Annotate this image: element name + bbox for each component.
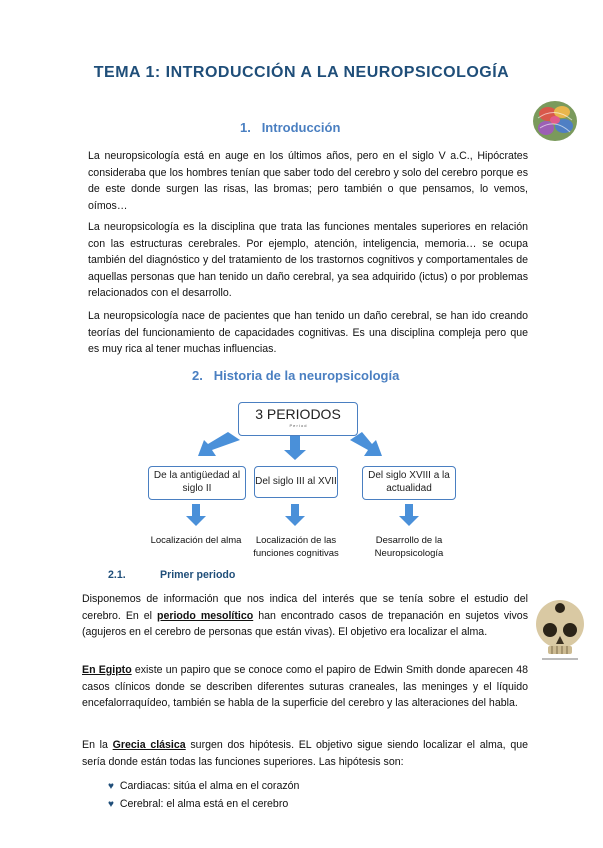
subsection-heading: Primer periodo — [160, 569, 236, 581]
period-box-3: Del siglo XVIII a la actualidad — [362, 466, 456, 500]
brain-image — [530, 98, 580, 144]
bullet-item-2: ♥ Cerebral: el alma está en el cerebro — [108, 798, 289, 810]
arrow-left — [198, 432, 240, 456]
section-heading-introduccion: 1. Introducción — [240, 120, 341, 135]
arrow-center — [284, 436, 306, 460]
bullet-item-1: ♥ Cardiacas: sitúa el alma en el corazón — [108, 780, 300, 792]
page-title: TEMA 1: INTRODUCCIÓN A LA NEUROPSICOLOGÍA — [93, 64, 510, 81]
skull-image — [530, 596, 590, 662]
period-box-1: De la antigüedad al siglo II — [148, 466, 246, 500]
arrow-down-left — [186, 504, 206, 526]
intro-paragraph-1: La neuropsicología está en auge en los últimos años, pero en el siglo V a.C., Hipócrates consideraba que los hombres tenían que saber todo del cerebro y solo del cerebro porque es de este donde surgen las risas, las bromas; pero también o que pensamos, lo vemos, oímos… — [88, 150, 528, 212]
heart-bullet-icon: ♥ — [108, 799, 114, 810]
diagram-top-box — [238, 402, 358, 436]
heart-bullet-icon: ♥ — [108, 781, 114, 792]
intro-paragraph-3: La neuropsicología nace de pacientes que han tenido un daño cerebral, se han ido creando teorías del funcionamiento de capacidades cognitivas. Es una disciplina compleja pero que es muy rica al tener muchas influencias. — [88, 310, 528, 356]
arrow-down-center — [285, 504, 305, 526]
paragraph-grecia: En la Grecia clásica surgen dos hipótesis. EL objetivo sigue siendo localizar el alma, que sería donde están todas las funciones superiores. Las hipótesis son: — [82, 739, 528, 768]
section-heading-historia: 2. Historia de la neuropsicología — [192, 368, 400, 383]
outcome-2: Localización de las funciones cognitivas — [253, 535, 339, 559]
arrow-down-right — [399, 504, 419, 526]
intro-paragraph-2: La neuropsicología es la disciplina que trata las funciones mentales superiores en relación con las estructuras cerebrales. Por ejemplo, atención, inteligencia, memoria… se ocupa también del diagnóstico y del tratamiento de los trastornos cognitivos y comportamentales de aquellas personas que han tenido un daño cerebral, ya sea adquirido (ictus) o por problemas relacionados con el desarrollo. — [88, 221, 528, 300]
diagram-top-small: P e r i o d — [289, 423, 307, 428]
periods-diagram — [140, 396, 480, 566]
paragraph-mesolitico: Disponemos de información que nos indica del interés que se tenía sobre el estudio del cerebro. En el periodo mesolítico han encontrado casos de trepanación en sujetos vivos (agujeros en el cerebro de personas que están vivas). El objetivo era localizar el alma. — [82, 593, 528, 639]
diagram-top-label: 3 PERIODOS — [255, 406, 341, 422]
paragraph-egipto: En Egipto existe un papiro que se conoce como el papiro de Edwin Smith donde aparecen 48 casos clínicos donde se describen diferentes suturas craneales, las meninges y el líquido encefalorraquídeo, también se habla de la superficie del cerebro y las alteraciones del habla. — [82, 664, 528, 710]
subsection-number: 2.1. — [108, 569, 126, 581]
period-box-2: Del siglo III al XVII — [254, 466, 338, 498]
outcome-1: Localización del alma — [150, 535, 242, 546]
outcome-3: Desarrollo de la Neuropsicología — [374, 535, 444, 559]
